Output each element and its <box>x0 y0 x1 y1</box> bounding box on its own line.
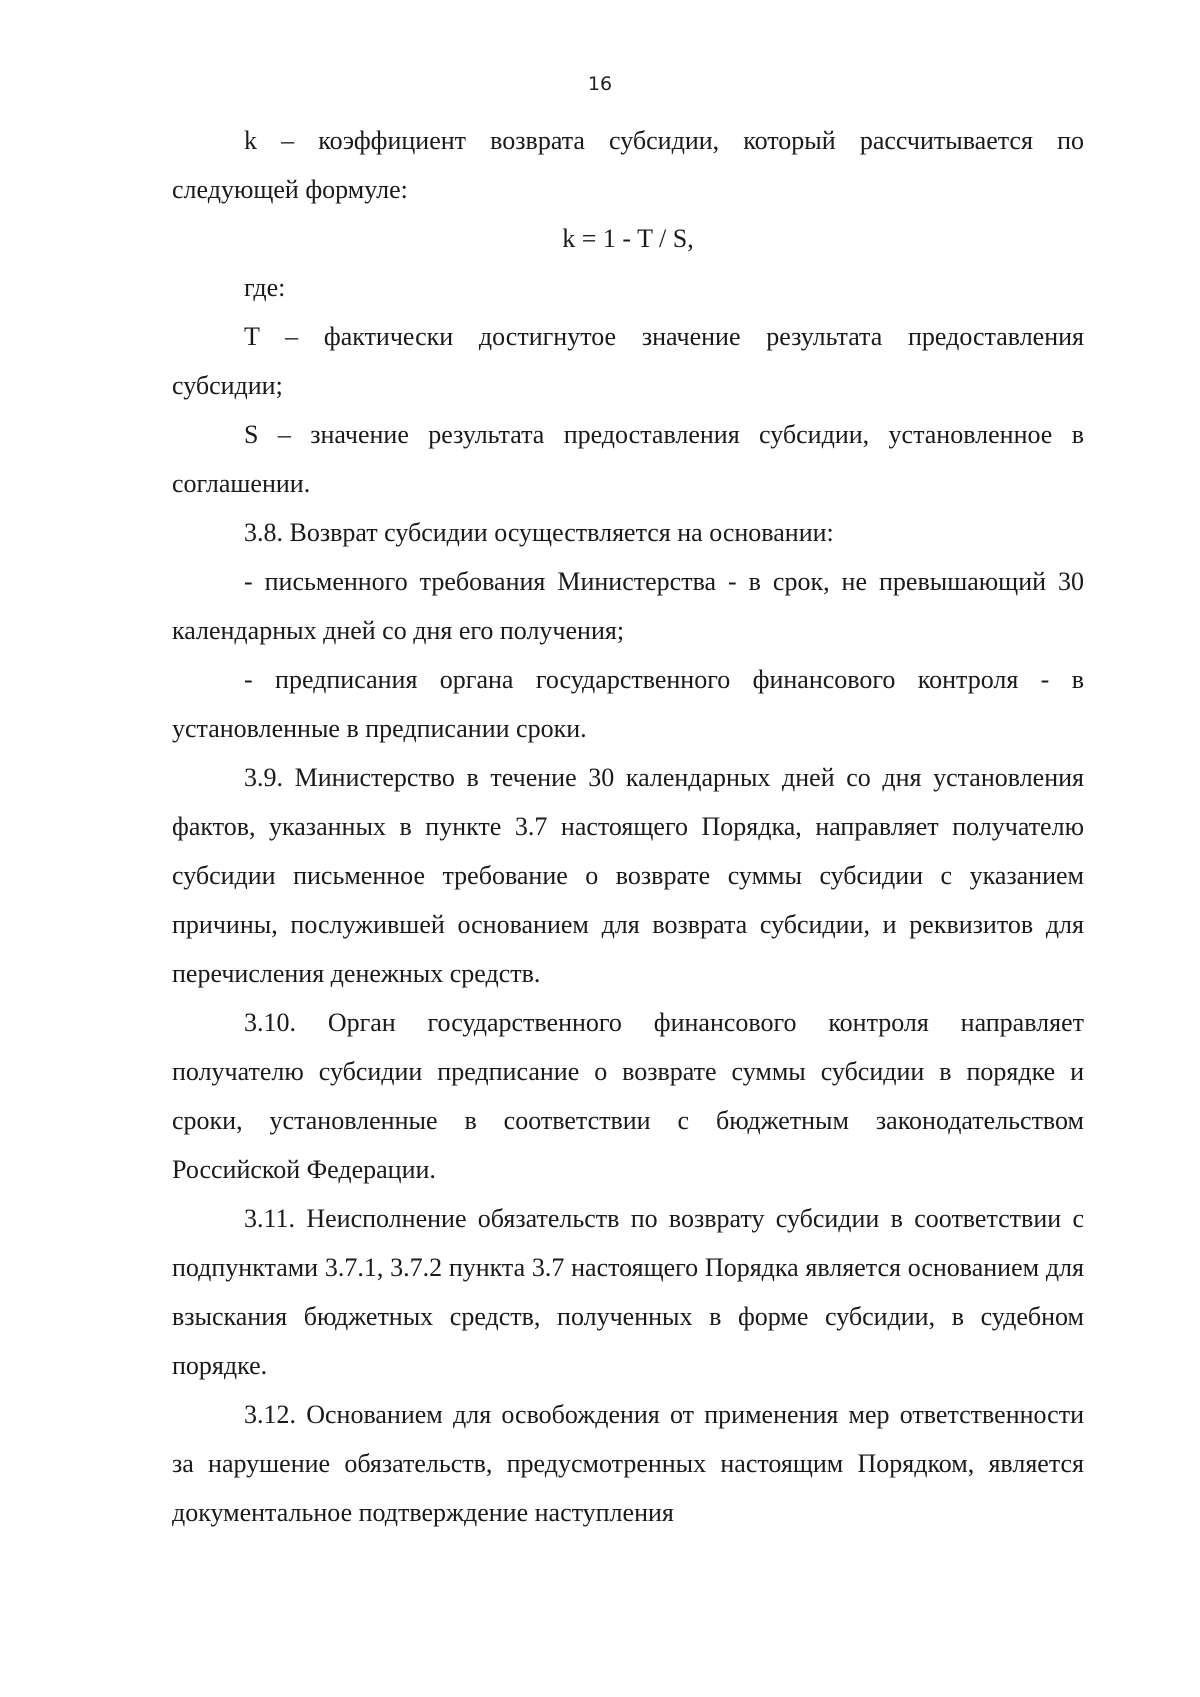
paragraph-3-8: 3.8. Возврат субсидии осуществляется на основании: <box>244 518 834 547</box>
list-item-written-demand: - письменного требования Министерства - в срок, не превышающий 30 календарных дней со дня его получения; <box>172 567 1084 645</box>
paragraph-k-definition: k – коэффициент возврата субсидии, который рассчитывается по следующей формуле: <box>172 126 1084 204</box>
paragraph-s-definition: S – значение результата предоставления субсидии, установленное в соглашении. <box>172 420 1084 498</box>
page-number: 16 <box>587 73 613 95</box>
paragraph-3-9: 3.9. Министерство в течение 30 календарных дней со дня установления фактов, указанных в пункте 3.7 настоящего Порядка, направляет получателю субсидии письменное требование о возврате суммы субсидии с указанием причины, послужившей основанием для возврата субсидии, и реквизитов для перечисления денежных средств. <box>172 763 1084 988</box>
paragraph-3-11: 3.11. Неисполнение обязательств по возврату субсидии в соответствии с подпунктами 3.7.1, 3.7.2 пункта 3.7 настоящего Порядка является основанием для взыскания бюджетных средств, полученных в форме субсидии, в судебном порядке. <box>172 1204 1084 1380</box>
paragraph-t-definition: T – фактически достигнутое значение результата предоставления субсидии; <box>172 322 1084 400</box>
list-item-prescription: - предписания органа государственного финансового контроля - в установленные в предписании сроки. <box>172 665 1084 743</box>
document-body <box>172 116 1084 1537</box>
paragraph-3-12: 3.12. Основанием для освобождения от применения мер ответственности за нарушение обязательств, предусмотренных настоящим Порядком, является документальное подтверждение наступления <box>172 1400 1084 1527</box>
paragraph-where: где: <box>244 273 286 302</box>
formula: k = 1 - T / S, <box>562 224 694 253</box>
paragraph-3-10: 3.10. Орган государственного финансового контроля направляет получателю субсидии предписание о возврате суммы субсидии в порядке и сроки, установленные в соответствии с бюджетным законодательством Российской Федерации. <box>172 1008 1084 1184</box>
